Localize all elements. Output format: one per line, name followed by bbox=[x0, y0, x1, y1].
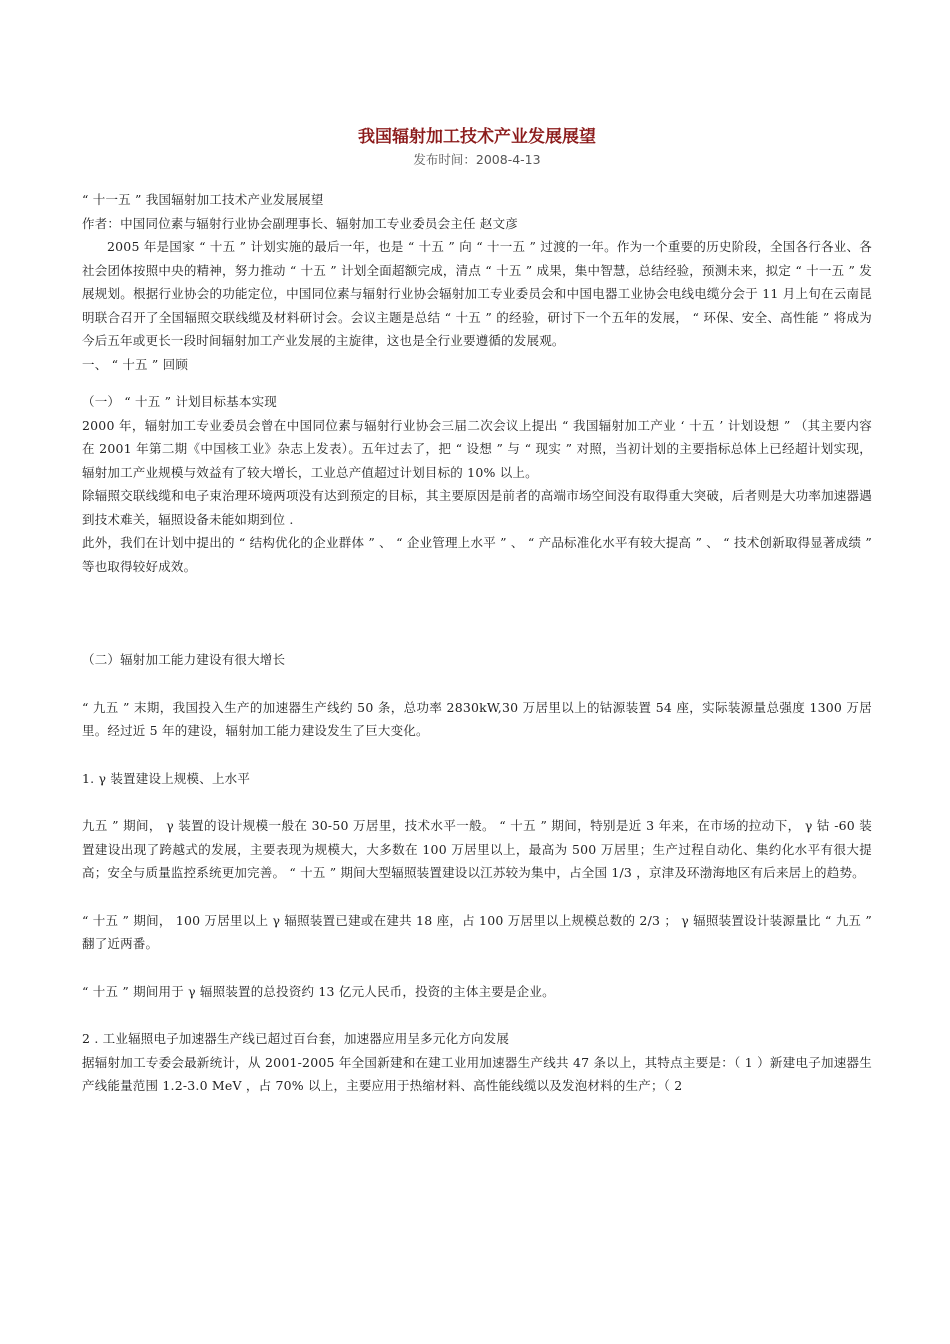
capacity-paragraph: “ 九五 ” 末期，我国投入生产的加速器生产线约 50 条，总功率 2830kW,30 万居里以上的钴源装置 54 座，实际装源量总强度 1300 万居里。经过近 5 年的建设，辐射加工能力建设发生了巨大变化。 bbox=[82, 699, 872, 738]
goals-paragraph-3: 此外，我们在计划中提出的 “ 结构优化的企业群体 ” 、 “ 企业管理上水平 ” 、 “ 产品标准化水平有较大提高 ” 、 “ 技术创新取得显著成绩 ” 等也取得较好成效。 bbox=[82, 535, 872, 574]
spacer bbox=[82, 672, 872, 696]
subsection-heading-goals: （一） “ 十五 ” 计划目标基本实现 bbox=[82, 394, 277, 409]
intro-paragraph: 2005 年是国家 “ 十五 ” 计划实施的最后一年，也是 “ 十五 ” 向 “ 十一五 ” 过渡的一年。作为一个重要的历史阶段，全国各行各业、各社会团体按照中央的精神，努力推动 “ 十五 ” 计划全面超额完成，清点 “ 十五 ” 成果，集中智慧，总结经验，预测未来，拟定 “ 十一五 ” 发展规划。根据行业协会的功能定位，中国同位素与辐射行业协会辐射加工专业委员会和中国电器工业协会电线电缆分会于 11 月上旬在云南昆明联合召开了全国辐照交联线缆及材料研讨会。会议主题是总结 “ 十五 ” 的经验，研讨下一个五年的发展， “ 环保、安全、高性能 ” 将成为今后五年或更长一段时间辐射加工产业发展的主旋律，这也是全行业要遵循的发展观。 bbox=[82, 239, 872, 348]
gamma-paragraph-2: “ 十五 ” 期间， 100 万居里以上 γ 辐照装置已建或在建共 18 座，占 100 万居里以上规模总数的 2/3 ； γ 辐照装置设计装源量比 “ 九五 ” 翻了近两番。 bbox=[82, 912, 872, 951]
accelerator-paragraph: 据辐射加工专委会最新统计，从 2001-2005 年全国新建和在建工业用加速器生产线共 47 条以上，其特点主要是：（ 1 ）新建电子加速器生产线能量范围 1.2-3.0 MeV ，占 70% 以上，主要应用于热缩材料、高性能线缆以及发泡材料的生产；（ 2 bbox=[82, 1054, 872, 1093]
publish-date: 发布时间：2008-4-13 bbox=[413, 152, 541, 167]
document-page bbox=[82, 124, 872, 1098]
spacer bbox=[82, 578, 872, 648]
section-heading-review: 一、 “ 十五 ” 回顾 bbox=[82, 356, 189, 372]
item-heading-gamma: 1. γ 装置建设上规模、上水平 bbox=[82, 770, 251, 786]
article-author: 作者：中国同位素与辐射行业协会副理事长、辐射加工专业委员会主任 赵文彦 bbox=[82, 215, 518, 231]
gamma-paragraph-1: 九五 ” 期间， γ 装置的设计规模一般在 30-50 万居里，技术水平一般。 “ 十五 ” 期间，特别是近 3 年来，在市场的拉动下， γ 钴 -60 装置建设出现了跨越式的发展，主要表现为规模大，大多数在 100 万居里以上，最高为 500 万居里；生产过程自动化、集约化水平有很大提高；安全与质量监控系统更加完善。 “ 十五 ” 期间大型辐照装置建设以江苏较为集中，占全国 1/3 ，京津及环渤海地区有后来居上的趋势。 bbox=[82, 818, 872, 880]
spacer bbox=[82, 743, 872, 767]
gamma-paragraph-3: “ 十五 ” 期间用于 γ 辐照装置的总投资约 13 亿元人民币，投资的主体主要是企业。 bbox=[82, 983, 555, 999]
goals-paragraph-2: 除辐照交联线缆和电子束治理环境两项没有达到预定的目标，其主要原因是前者的高端市场空间没有取得重大突破，后者则是大功率加速器遇到技术难关，辐照设备未能如期到位 . bbox=[82, 488, 872, 527]
subsection-heading-capacity: （二）辐射加工能力建设有很大增长 bbox=[82, 652, 286, 667]
spacer bbox=[82, 1003, 872, 1027]
spacer bbox=[82, 790, 872, 814]
spacer bbox=[82, 885, 872, 909]
item-heading-accelerator: 2 . 工业辐照电子加速器生产线已超过百台套，加速器应用呈多元化方向发展 bbox=[82, 1031, 510, 1046]
page-title: 我国辐射加工技术产业发展展望 bbox=[358, 127, 596, 147]
spacer bbox=[82, 376, 872, 390]
spacer bbox=[82, 956, 872, 980]
article-subtitle: “ 十一五 ” 我国辐射加工技术产业发展展望 bbox=[82, 192, 324, 207]
goals-paragraph-1: 2000 年，辐射加工专业委员会曾在中国同位素与辐射行业协会三届二次会议上提出 “ 我国辐射加工产业 ‘ 十五 ’ 计划设想 ” （其主要内容在 2001 年第二期《中国核工业》杂志上发表）。五年过去了，把 “ 设想 ” 与 “ 现实 ” 对照，当初计划的主要指标总体上已经超计划实现，辐射加工产业规模与效益有了较大增长，工业总产值超过计划目标的 10% 以上。 bbox=[82, 417, 872, 480]
